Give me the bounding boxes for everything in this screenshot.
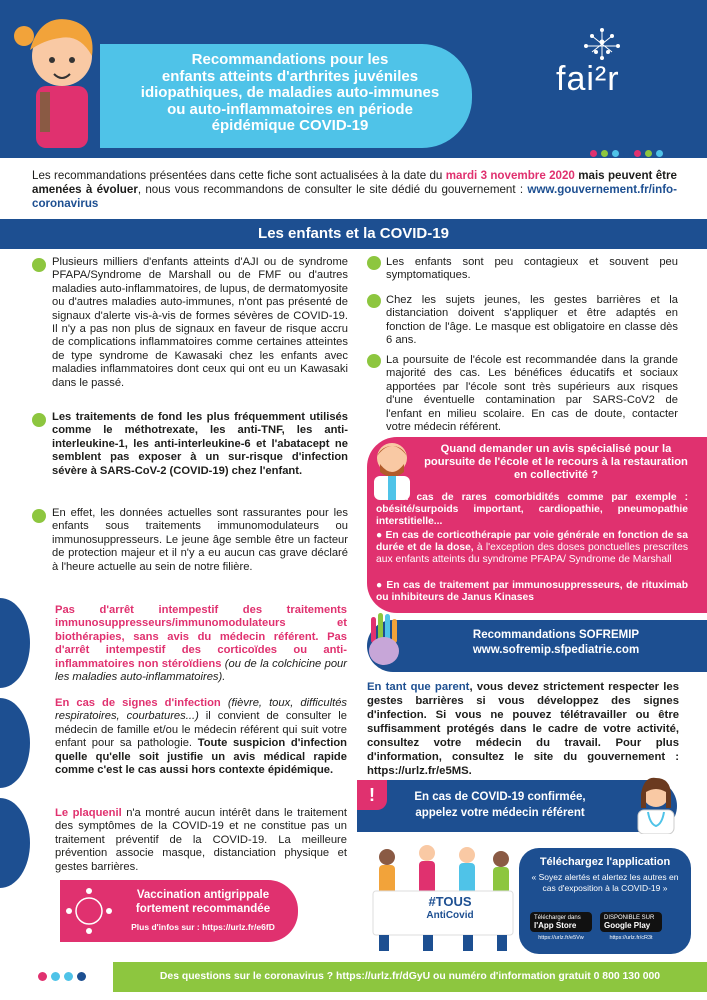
bullet-icon	[32, 258, 46, 272]
logo: fai²r	[556, 60, 620, 98]
specialist-item-3: ● En cas de traitement par immunosuppresseurs, de rituximab ou inhibiteurs de Janus Kinases	[376, 580, 688, 603]
vaccination-title: Vaccination antigrippale fortement recommandée	[135, 889, 271, 915]
sofremip-link[interactable]: www.sofremip.sfpediatrie.com	[472, 644, 640, 656]
children-paragraph-4: Les enfants sont peu contagieux et souvent peu symptomatiques.	[386, 256, 678, 282]
appstore-button[interactable]: Télécharger dans l'App Store	[530, 912, 592, 932]
sofremip-text	[420, 628, 692, 658]
treatment-advice: Pas d'arrêt intempestif des traitements immunosuppresseurs/immunomodulateurs et biothérapies, sans avis du médecin référent. Pas d'arrêt intempestif des corticoïdes ou anti-inflammatoires non stéroïdiens (ou de la colchicine pour les maladies auto-inflammatoires).	[55, 604, 347, 684]
title-line: idiopathiques, de maladies auto-immunes	[140, 84, 440, 101]
logo-network-icon	[572, 26, 632, 62]
decorative-half-circle	[0, 598, 30, 688]
intro-text: Les recommandations présentées dans cette fiche sont actualisées à la date du mardi 3 novembre 2020 mais peuvent être amenées à évoluer, nous vous recommandons de consulter le site dédié du gouvernement : www.gouvernement.fr/info-coronavirus	[32, 169, 677, 210]
children-paragraph-1: Plusieurs milliers d'enfants atteints d'AJI ou de syndrome PFAPA/Syndrome de Marshall ou de FMF ou d'autres maladies auto-inflammatoires, de lupus, de dermatomyosite ou d'autres maladies auto-immunes, n'ont pas présenté de signaux d'alerte vis-à-vis de formes sévères de COVID-19. Il n'y a pas non plus de signaux en faveur de risque accru de complications inflammatoires comme certaines atteintes de type syndrome de Kawasaki chez les enfants avec maladies inflammatoires dont ceux qui ont eu un Kawasaki dans le passé.	[52, 256, 348, 389]
section-title: Les enfants et la COVID-19	[0, 219, 707, 249]
decorative-half-circle	[0, 798, 30, 888]
footer-bar: Des questions sur le coronavirus ? https://urlz.fr/dGyU ou numéro d'information gratuit 0 800 130 000	[113, 962, 707, 992]
white-bullet-icon: ●	[376, 492, 396, 503]
children-paragraph-2: Les traitements de fond les plus fréquemment utilisés comme le méthotrexate, les anti-TNF, les anti-interleukine-1, les anti-interleukine-6 et l'abatacept ne semblent pas exposer à un sur-risque d'infection sévère à SARS-CoV-2 (COVID-19) chez l'enfant.	[52, 411, 348, 477]
googleplay-button[interactable]: DISPONIBLE SUR Google Play	[600, 912, 662, 932]
children-paragraph-5: Chez les sujets jeunes, les gestes barrières et la distanciation doivent s'appliquer et être adaptés en fonction de l'âge. Le masque est obligatoire en classe dès 6 ans.	[386, 294, 678, 347]
update-date: mardi 3 novembre 2020	[445, 169, 575, 182]
specialist-item-2: ● En cas de corticothérapie par voie générale en fonction de sa durée et de la dose, à l'exception des doses ponctuelles prescrites aux enfants atteints du syndrome PFAPA/ Syndrome de Marshall	[376, 530, 688, 565]
gouvernement-link[interactable]: www.gouvernement.fr/info-coronavirus	[32, 183, 677, 210]
bullet-icon	[32, 413, 46, 427]
plaquenil-advice: Le plaquenil n'a montré aucun intérêt dans le traitement des symptômes de la COVID-19 et ne constitue pas un traitement préventif de la COVID-19. La meilleure prévention associe masque, distanciation physique et gestes barrières.	[55, 807, 347, 873]
sofremip-title: Recommandations SOFREMIP	[472, 629, 640, 641]
vaccination-link[interactable]: Plus d'infos sur : https://urlz.fr/e6fD	[131, 922, 275, 932]
covid-confirmed-text: En cas de COVID-19 confirmée, appelez votre médecin référent	[414, 791, 586, 819]
anticovid-sign: #TOUS AntiCovid	[426, 894, 474, 921]
child-illustration	[0, 8, 100, 148]
bullet-icon	[367, 354, 381, 368]
page-title	[110, 52, 470, 135]
white-bullet-icon: ●	[376, 580, 387, 591]
parent-advice: En tant que parent, vous devez strictement respecter les gestes barrières si vous développez des signes d'infection. Si vous ne pouvez télétravailler ou être suffisamment protégés dans le cadre de votre activité, consultez votre médecin du travail. Pour plus d'information, consultez le site du gouvernement : https://urlz.fr/e5MS.	[367, 681, 679, 777]
decorative-half-circle	[0, 698, 30, 788]
title-line: enfants atteints d'arthrites juvéniles	[161, 67, 419, 85]
doctor-icon	[368, 436, 416, 500]
bullet-icon	[367, 256, 381, 270]
children-paragraph-6: La poursuite de l'école est recommandée dans la grande majorité des cas. Les bénéfices éducatifs et sociaux apportées par l'école sont très supérieurs aux risques d'une éventuelle contamination par SARS-CoV2 de l'enfant en milieu scolaire. En cas de doute, contacter votre médecin référent.	[386, 354, 678, 434]
footer-dots	[38, 972, 86, 981]
title-line: épidémique COVID-19	[211, 117, 369, 134]
infection-advice: En cas de signes d'infection (fièvre, toux, difficultés respiratoires, courbatures...) il convient de consulter le médecin de famille et/ou le médecin référent qui suit votre enfant pour sa pathologie. Toute suspicion d'infection quelle qu'elle soit justifie un avis médical rapide comme c'est le cas aussi hors contexte épidémique.	[55, 697, 348, 777]
white-bullet-icon: ●	[376, 530, 386, 541]
app-description: « Soyez alertés et alertez les autres en cas d'exposition à la COVID-19 »	[531, 872, 679, 893]
bullet-icon	[367, 294, 381, 308]
nurse-icon	[630, 772, 682, 834]
ios-link[interactable]: https://urlz.fr/e5Vw	[538, 935, 584, 941]
android-link[interactable]: https://urlz.fr/cR3t	[609, 935, 653, 941]
children-paragraph-3: En effet, les données actuelles sont rassurantes pour les enfants sous traitements immunomodulateurs ou immunosuppresseurs. Le jeune âge semble être un facteur de protection majeur et il n'y a eu aucun cas grave déclaré à l'heure actuelle au sein de notre filière.	[52, 507, 348, 573]
title-line: Recommandations pour les	[191, 51, 389, 68]
app-title: Téléchargez l'application	[539, 856, 671, 868]
alert-icon: !	[357, 780, 387, 810]
hand-icon	[366, 613, 406, 671]
virus-icon	[66, 888, 112, 934]
specialist-item-1: ● En cas de rares comorbidités comme par exemple : obésité/surpoids important, cardiopathie, pneumopathie interstitielle...	[376, 492, 688, 527]
decorative-dots	[590, 150, 663, 157]
bullet-icon	[32, 509, 46, 523]
title-line: ou auto-inflammatoires en période	[167, 100, 413, 118]
specialist-title: Quand demander un avis spécialisé pour la poursuite de l'école et le recours à la restauration en collectivité ?	[424, 443, 688, 481]
